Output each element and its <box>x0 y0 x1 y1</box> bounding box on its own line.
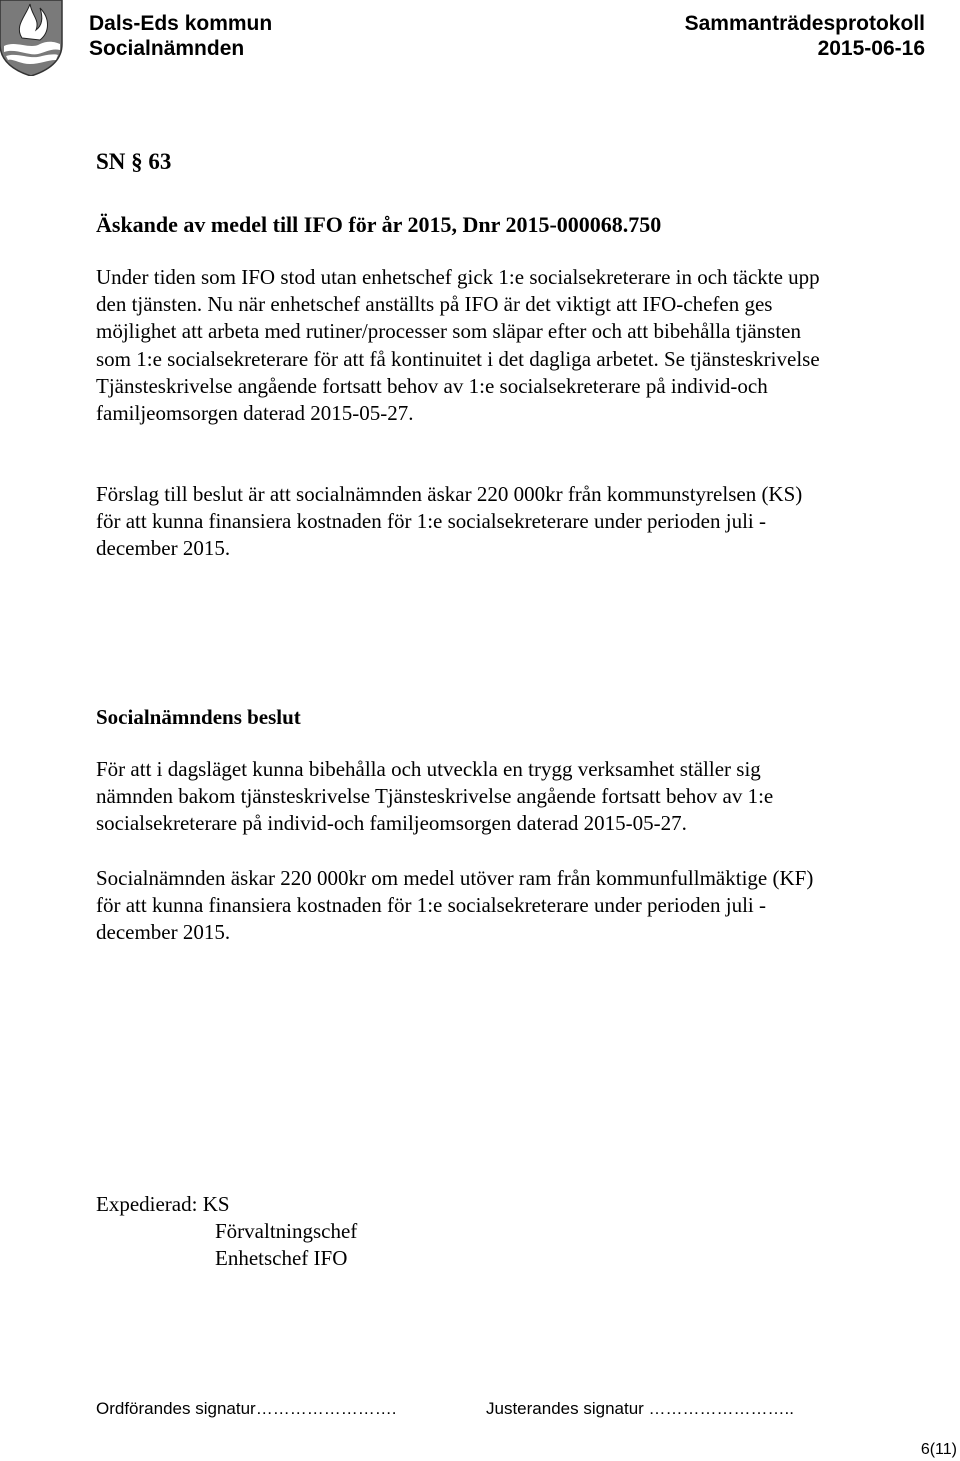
expedited-recipient: Förvaltningschef <box>215 1219 358 1243</box>
paragraph-line: nämnden bakom tjänsteskrivelse Tjänsteskrivelse angående fortsatt behov av 1:e <box>96 784 774 809</box>
paragraph-line: Förslag till beslut är att socialnämnden äskar 220 000kr från kommunstyrelsen (KS) <box>96 482 803 506</box>
paragraph-line: som 1:e socialsekreterare för att få kontinuitet i det dagliga arbetet. Se tjänsteskrivelse <box>96 346 820 371</box>
paragraph-line: Tjänsteskrivelse angående fortsatt behov av 1:e socialsekreterare på individ-och <box>96 373 768 398</box>
paragraph-line: för att kunna finansiera kostnaden för 1:e socialsekreterare under perioden juli - <box>96 509 766 534</box>
page-number: 6(11) <box>920 1441 957 1458</box>
committee-name: Socialnämnden <box>89 37 245 60</box>
decision-paragraph <box>96 756 896 838</box>
background-paragraph <box>96 264 896 427</box>
document-type: Sammanträdesprotokoll <box>684 12 925 35</box>
paragraph-line: familjeomsorgen daterad 2015-05-27. <box>96 401 414 426</box>
meeting-date: 2015-06-16 <box>817 37 925 60</box>
adjuster-signature-field: Justerandes signatur …………………….. <box>486 1399 794 1418</box>
municipality-name: Dals-Eds kommun <box>89 12 273 35</box>
expedited-recipient: Enhetschef IFO <box>215 1246 348 1270</box>
municipal-coat-of-arms-icon <box>0 0 64 76</box>
item-number: SN § 63 <box>96 149 172 174</box>
paragraph-line: december 2015. <box>96 536 231 561</box>
paragraph-line: möjlighet att arbeta med rutiner/processer som släpar efter och att bibehålla tjänsten <box>96 319 801 344</box>
proposal-paragraph <box>96 481 896 563</box>
decision-request-paragraph <box>96 865 896 947</box>
chair-signature-field: Ordförandes signatur……………………. <box>96 1399 397 1418</box>
paragraph-line: för att kunna finansiera kostnaden för 1:e socialsekreterare under perioden juli - <box>96 893 766 918</box>
paragraph-line: december 2015. <box>96 920 231 945</box>
decision-heading: Socialnämndens beslut <box>96 705 301 729</box>
item-title: Äskande av medel till IFO för år 2015, Dnr 2015-000068.750 <box>96 212 662 237</box>
paragraph-line: den tjänsten. Nu när enhetschef anställts på IFO är det viktigt att IFO-chefen ges <box>96 292 773 317</box>
paragraph-line: Under tiden som IFO stod utan enhetschef gick 1:e socialsekreterare in och täckte upp <box>96 265 820 289</box>
paragraph-line: Socialnämnden äskar 220 000kr om medel utöver ram från kommunfullmäktige (KF) <box>96 866 814 890</box>
expedited-label: Expedierad: KS <box>96 1192 230 1216</box>
paragraph-line: socialsekreterare på individ-och familjeomsorgen daterad 2015-05-27. <box>96 811 687 836</box>
paragraph-line: För att i dagsläget kunna bibehålla och utveckla en trygg verksamhet ställer sig <box>96 757 761 781</box>
